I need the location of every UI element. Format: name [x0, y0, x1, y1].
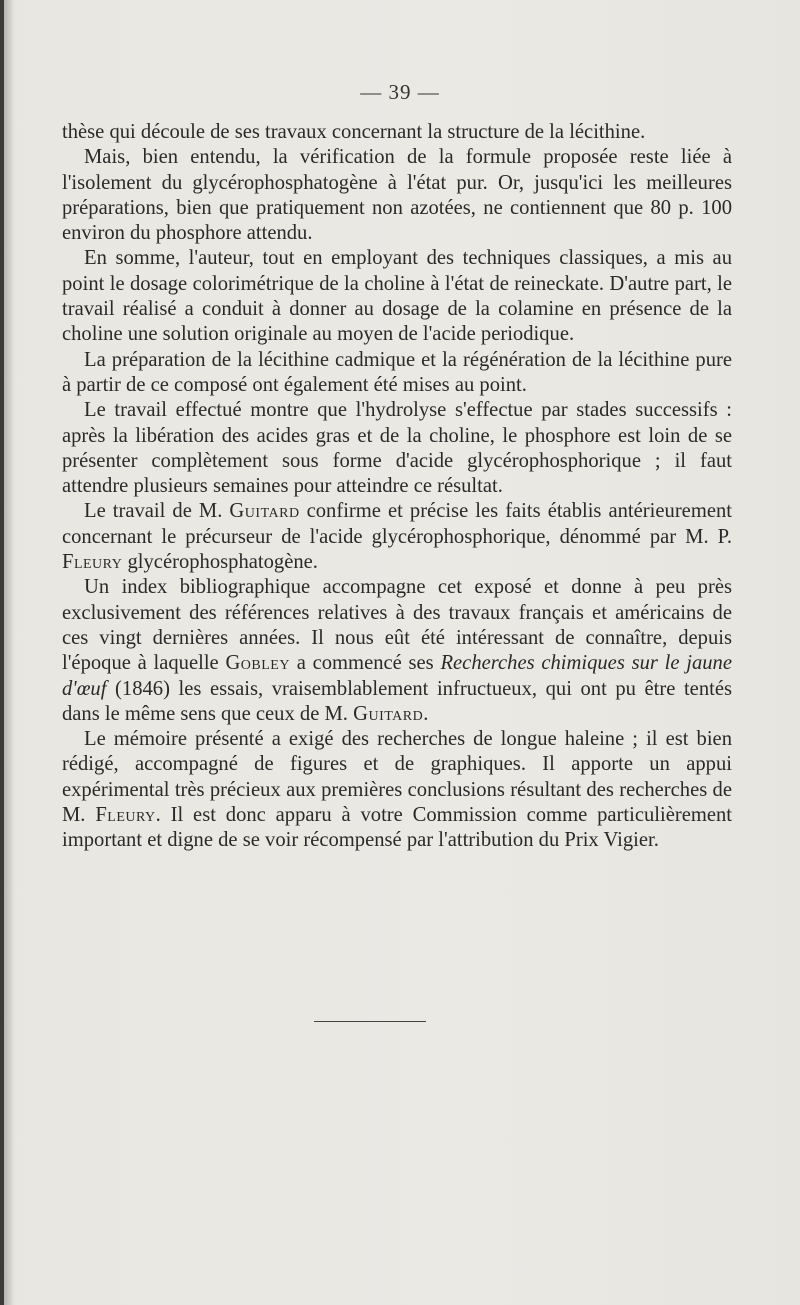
paragraph-text: Le mémoire présenté a exigé des recherches de longue haleine ; il est bien rédigé, accompagné de figures et de graphiques. Il apporte un appui expérimental très précieux aux premières conclusions résultant des recherches de M. — [62, 728, 732, 827]
cited-work-title: Recherches chimiques sur le jaune d'œuf — [62, 652, 732, 700]
paragraph-text: (1846) les essais, vraisemblablement infructueux, qui ont pu être tentés dans le même sens que ceux de M. — [62, 677, 732, 725]
binding-shadow — [4, 0, 14, 1305]
paragraph — [62, 575, 732, 727]
paragraph-text: En somme, l'auteur, tout en employant des techniques classiques, a mis au point le dosage colorimétrique de la choline à l'état de reineckate. D'autre part, le travail réalisé a conduit à donner au dosage de la colamine en présence de la choline une solution originale au moyen de l'acide periodique. — [62, 247, 732, 346]
paragraph — [62, 348, 732, 399]
author-name: Fleury — [95, 804, 156, 827]
author-name: Guitard — [229, 500, 300, 523]
paragraph-text: . Il est donc apparu à votre Commission comme particulièrement important et digne de se voir récompensé par l'attribution du Prix Vigier. — [62, 804, 733, 852]
paragraph-text: confirme et précise les faits établis antérieurement concernant le précurseur de l'acide glycérophosphorique, dénommé par M. P. — [62, 500, 732, 548]
paragraph-text: . — [423, 702, 429, 725]
paragraph-continuation — [62, 120, 732, 145]
paragraph-text: Mais, bien entendu, la vérification de la formule proposée reste liée à l'isolement du glycérophosphatogène à l'état pur. Or, jusqu'ici les meilleures préparations, bien que pratiquement non azotées, ne contiennent que 80 p. 100 environ du phosphore attendu. — [62, 146, 732, 245]
section-end-rule — [314, 1021, 426, 1022]
paragraph-text: Un index bibliographique accompagne cet exposé et donne à peu près exclusivement des références relatives à des travaux français et américains de ces vingt dernières années. Il nous eût été intéressant de connaître, depuis l'époque à laquelle — [62, 576, 732, 675]
paragraph-text: glycérophosphatogène. — [122, 551, 318, 574]
paragraph — [62, 246, 732, 347]
paragraph-text: a commencé ses — [289, 652, 441, 675]
paragraph-text: thèse qui découle de ses travaux concernant la structure de la lécithine. — [62, 121, 646, 143]
body-text — [62, 120, 732, 854]
author-name: Gobley — [225, 652, 290, 675]
paragraph-text: Le travail de M. — [84, 500, 230, 523]
paragraph-text: Le travail effectué montre que l'hydrolyse s'effectue par stades successifs : après la libération des acides gras et de la choline, le phosphore est loin de se présenter complètement sous forme d'acide glycérophosphorique ; il faut attendre plusieurs semaines pour atteindre ce résultat. — [62, 399, 732, 498]
paragraph — [62, 727, 732, 853]
page-number: — 39 — — [360, 80, 440, 104]
author-name: Guitard — [353, 702, 424, 725]
paragraph-text: La préparation de la lécithine cadmique et la régénération de la lécithine pure à partir de ce composé ont également été mises au point. — [62, 348, 732, 396]
paragraph — [62, 499, 732, 575]
paragraph — [62, 145, 732, 246]
paragraph — [62, 398, 732, 499]
author-name: Fleury — [62, 551, 123, 574]
